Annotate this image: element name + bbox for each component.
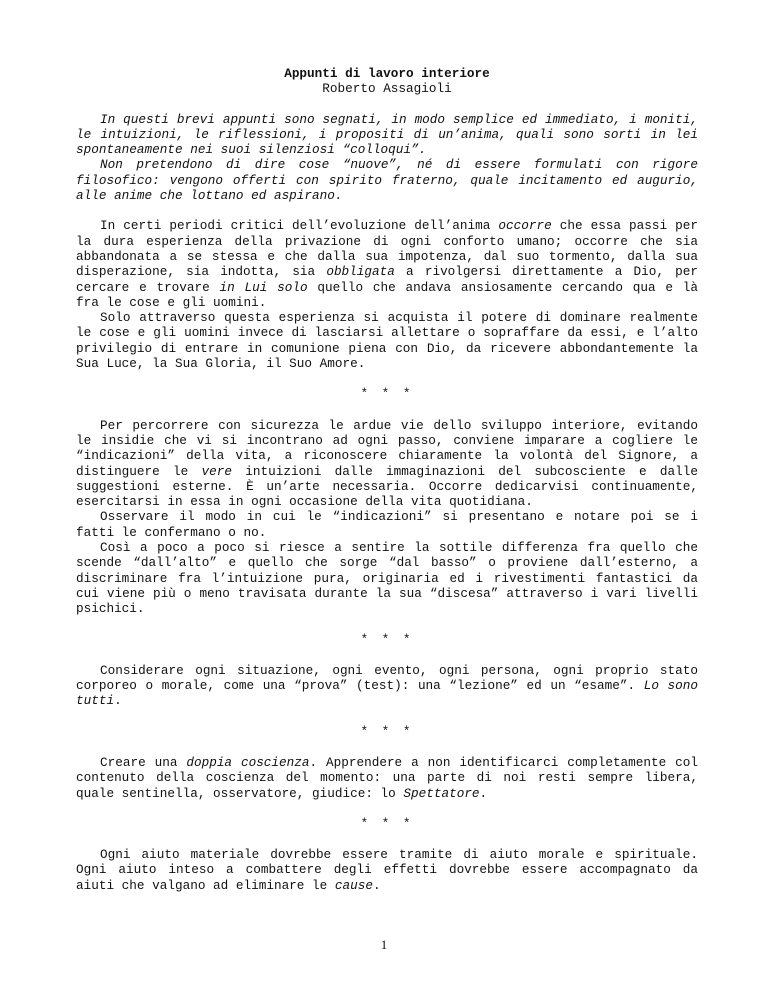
body-paragraph (76, 218, 698, 310)
text-run: . (479, 785, 488, 801)
document-title: Appunti di lavoro interiore (284, 66, 490, 81)
intro-paragraph (76, 112, 698, 158)
intro-text-2: Non pretendono di dire cose “nuove”, né di essere formulati con rigore filosofico: vengono offerti con spirito fraterno, quale incitamento ed augurio, alle anime che lottano ed aspirano. (76, 157, 698, 204)
body-paragraph: Così a poco a poco si riesce a sentire la sottile differenza fra quello che scende “dall’alto” e quello che sorge “dal basso” o proviene dall’esterno, a discriminare fra l’intuizione pura, originaria ed i rivestimenti fantastici da cui viene più o meno travisata durante la sua “discesa” attraverso i vari livelli psichici. (76, 540, 698, 617)
body-paragraph (76, 847, 698, 893)
body-paragraph: Solo attraverso questa esperienza si acquista il potere di dominare realmente le cose e gli uomini invece di lasciarsi allettare o sopraffare da essi, e l’alto privilegio di entrare in comunione piena con Dio, da ricevere abbondantemente la Sua Luce, la Sua Gloria, il Suo Amore. (76, 310, 698, 372)
emphasis: coscienza (240, 754, 310, 770)
text-run: Creare una (100, 754, 187, 770)
document-author: Roberto Assagioli (322, 81, 452, 97)
text-run: quello che andava ansiosamente cercando qua e là fra le cose e gli uomini. (76, 279, 698, 310)
text-run: intuizioni dalle immaginazioni del subcosciente e dalle suggestioni esterne. È un’arte necessaria. Occorre dedicarvisi continuamente, esercitarsi in essa in ogni occasione della vita quotidiana. (76, 463, 698, 510)
text-run: In certi periodi critici dell’evoluzione dell’anima (100, 218, 499, 234)
emphasis: Lo sono tutti (76, 678, 698, 709)
emphasis: obbligata (326, 264, 395, 280)
text-run: Ogni aiuto materiale dovrebbe essere tramite di aiuto morale e spirituale. Ogni aiuto inteso a combattere degli effetti dovrebbe essere accompagnato da aiuti che valgano ad eliminare le (76, 847, 698, 893)
text-run: che essa passi per la dura esperienza della privazione di ogni conforto umano; occorre che sia abbandonata a se stessa e che dalla sua impotenza, dal suo tormento, dalla sua disperazione, sia indotta, sia (76, 218, 698, 280)
text-run: . (372, 877, 381, 893)
text-run: Considerare ogni situazione, ogni evento, ogni persona, ogni proprio stato corporeo o morale, come una “prova” (test): una “lezione” ed un “esame”. (76, 662, 698, 694)
emphasis: occorre (498, 218, 552, 234)
text-run: Per percorrere con sicurezza le ardue vie dello sviluppo interiore, evitando le insidie che vi si incontrano ad ogni passo, conviene imparare a cogliere le “indicazioni” della vita, a riconoscere chiaramente la volontà del Signore, a distinguere le (76, 417, 698, 479)
body-paragraph (76, 663, 698, 709)
text-run (232, 755, 241, 770)
emphasis: in Lui solo (219, 279, 308, 295)
document-page (76, 66, 698, 893)
section-separator: * * * (360, 631, 414, 647)
emphasis: doppia (186, 754, 233, 770)
body-paragraph (76, 418, 698, 510)
emphasis: vere (201, 463, 232, 479)
emphasis: cause (334, 877, 373, 893)
page-number: 1 (380, 937, 388, 952)
body-paragraph: Osservare il modo in cui le “indicazioni” si presentano e notare poi se i fatti le confermano o no. (76, 509, 698, 540)
intro-text-1: In questi brevi appunti sono segnati, in modo semplice ed immediato, i moniti, le intuizioni, le riflessioni, i propositi di un’anima, quali sono sorti in lei spontaneamente nei suoi silenziosi “colloqui”. (76, 111, 698, 158)
section-separator: * * * (360, 386, 414, 402)
section-separator: * * * (360, 723, 414, 739)
section-separator: * * * (360, 815, 414, 831)
emphasis: Spettatore (403, 785, 480, 801)
text-run: . (114, 693, 122, 709)
text-run: . Apprendere a non identificarci completamente col contenuto della coscienza del momento: una parte di noi resti sempre libera, quale sentinella, osservatore, giudice: lo (76, 754, 698, 801)
text-run: a rivolgersi direttamente a Dio, per cercare e trovare (76, 264, 698, 295)
intro-paragraph (76, 157, 698, 203)
body-paragraph (76, 755, 698, 801)
